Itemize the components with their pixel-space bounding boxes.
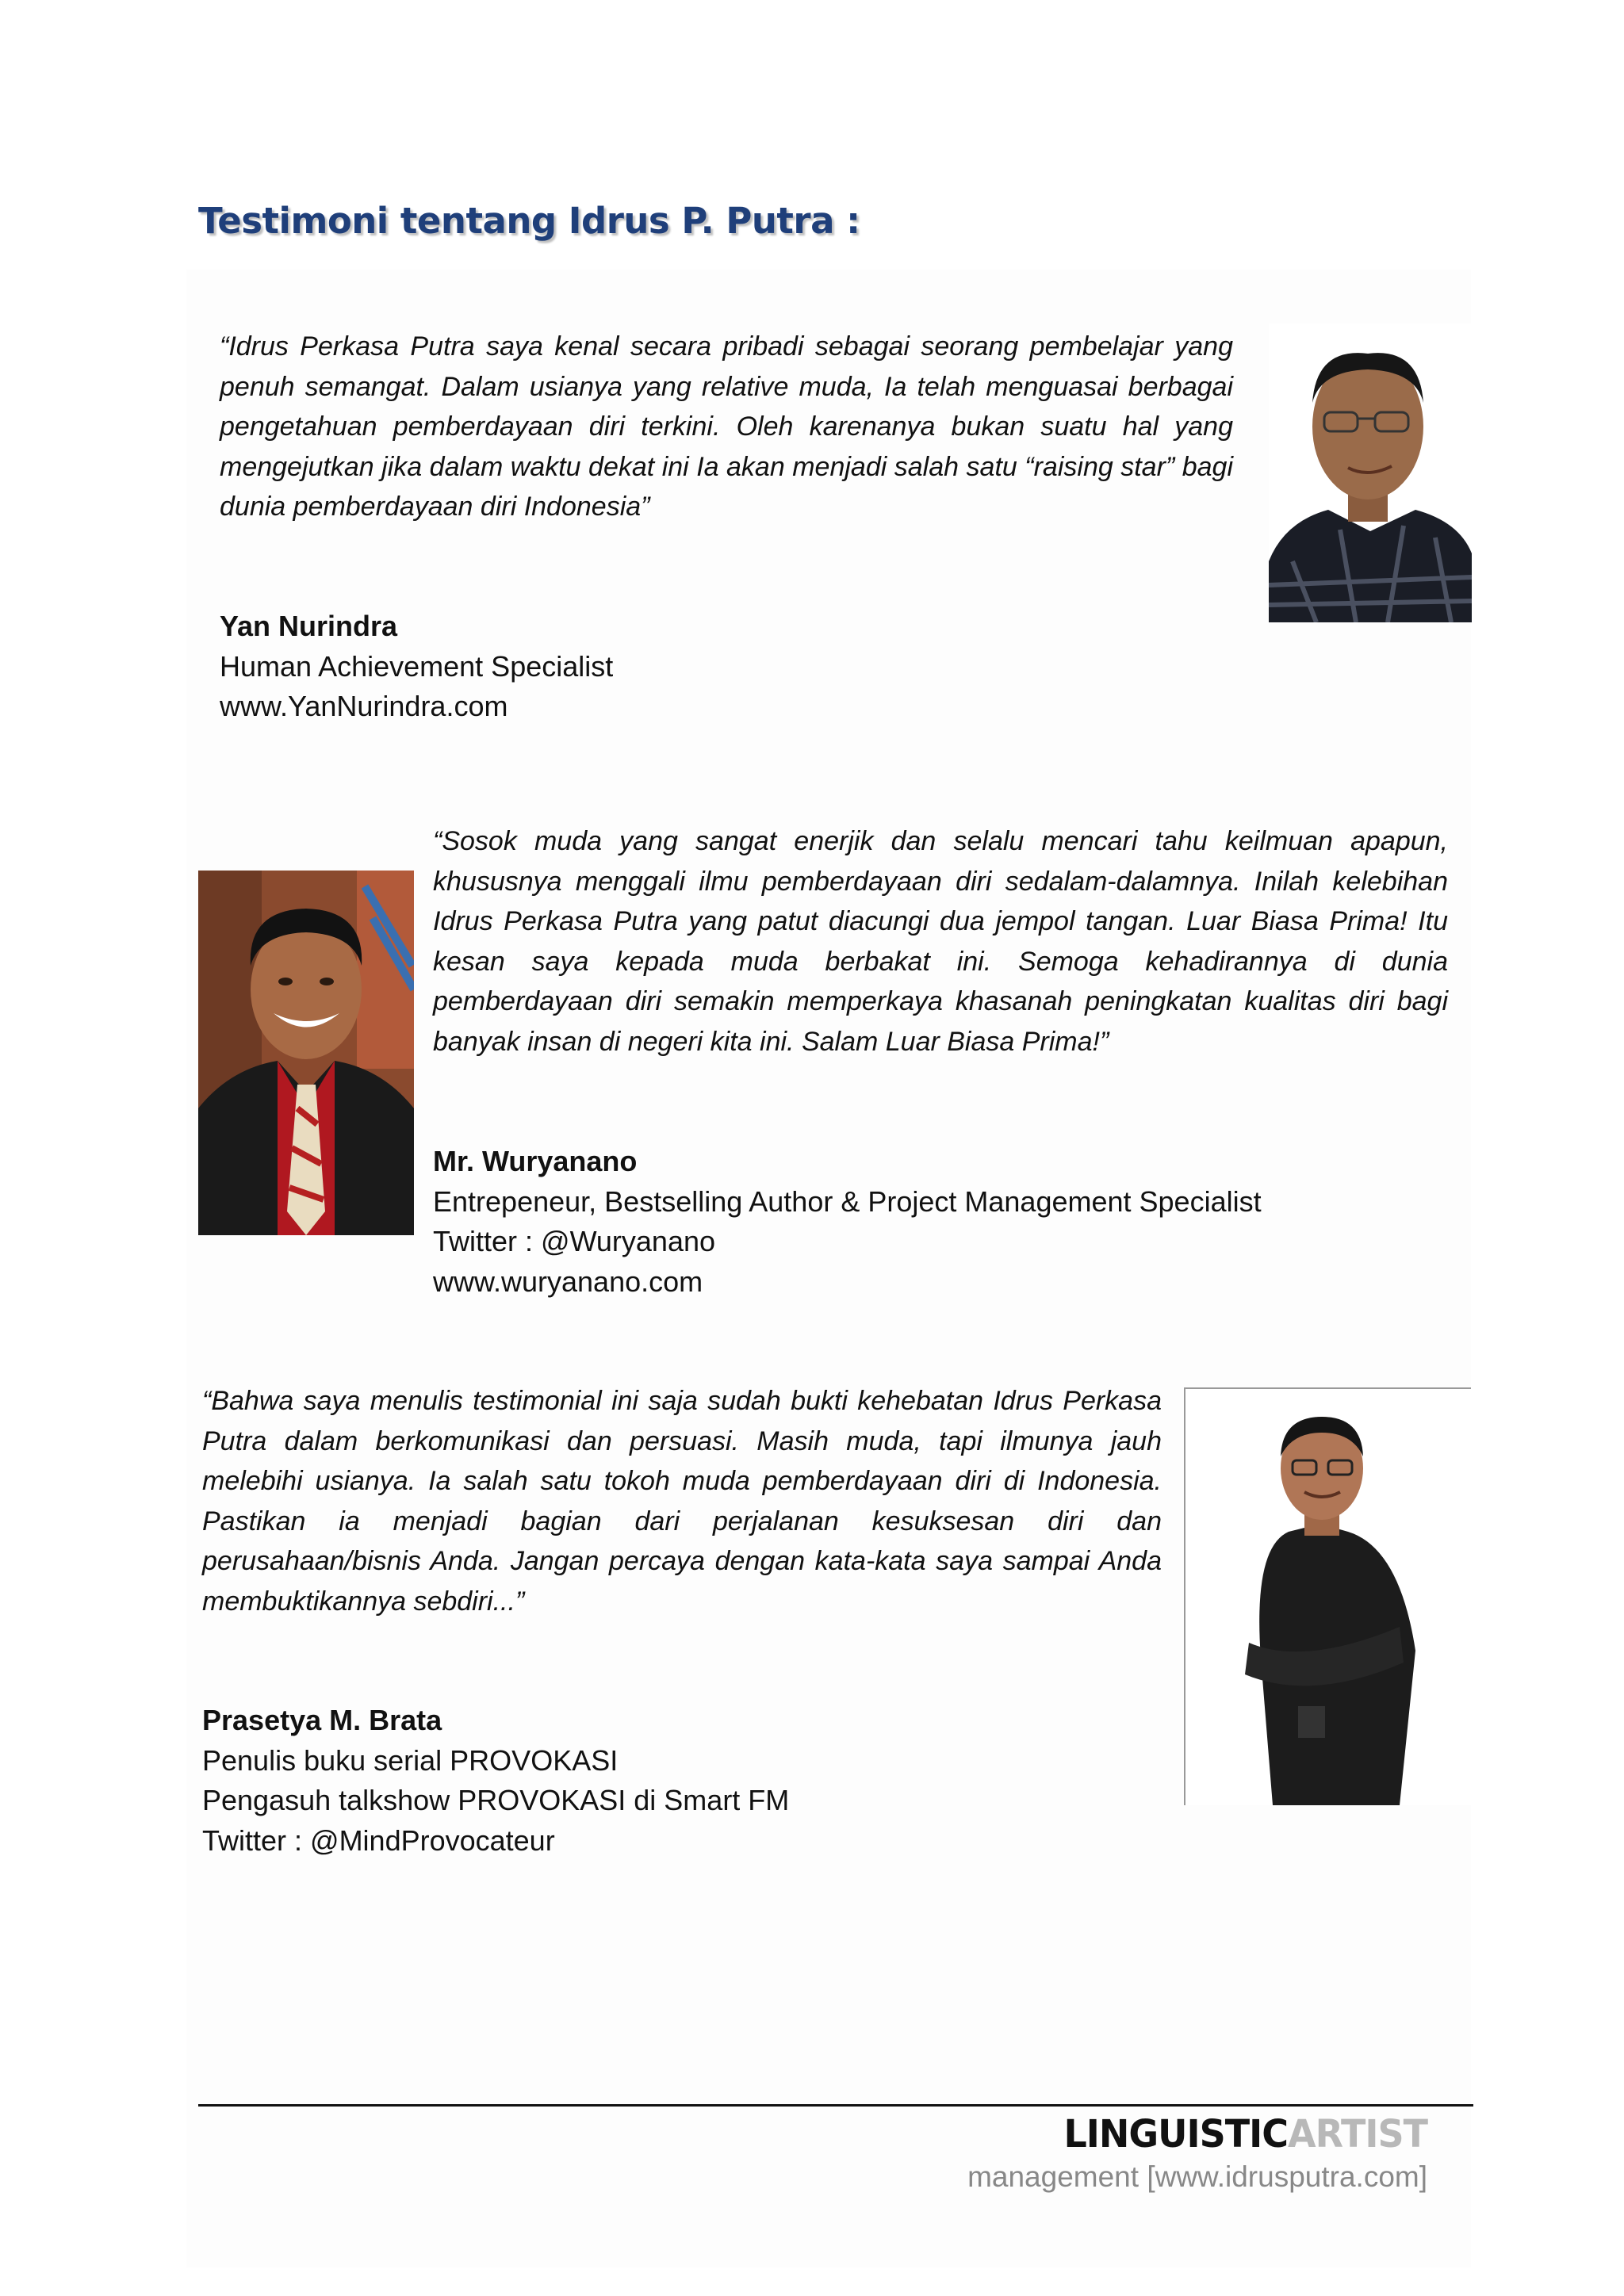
author-name: Yan Nurindra: [220, 610, 398, 642]
author-book: Penulis buku serial PROVOKASI: [202, 1743, 619, 1777]
testimonial-author-1: [220, 607, 613, 727]
linguistic-artist-logo: [872, 2111, 1427, 2156]
page-title: Testimoni tentang Idrus P. Putra :: [198, 200, 860, 242]
author-talkshow: Pengasuh talkshow PROVOKASI di Smart FM: [202, 1784, 790, 1816]
author-website: www.YanNurindra.com: [220, 690, 508, 722]
author-twitter: Twitter : @Wuryanano: [433, 1225, 716, 1257]
footer-tagline: management [www.idrusputra.com]: [967, 2160, 1427, 2193]
author-website: www.wuryanano.com: [433, 1265, 703, 1298]
yan-nurindra-photo: [1269, 323, 1472, 622]
author-title: Entrepeneur, Bestselling Author & Project Management Specialist: [433, 1184, 1262, 1218]
author-twitter: Twitter : @MindProvocateur: [202, 1823, 555, 1857]
wuryanano-photo: [198, 871, 414, 1235]
author-name: Mr. Wuryanano: [433, 1145, 638, 1177]
testimonial-quote-2: “Sosok muda yang sangat enerjik dan selalu mencari tahu keilmuan apapun, khususnya menggali ilmu pemberdayaan diri sedalam-dalamnya. Inilah kelebihan Idrus Perkasa Putra yang patut diacungi dua jempol tangan. Luar Biasa Prima! Itu kesan saya kepada muda berbakat ini. Semoga kehadirannya di dunia pemberdayaan diri semakin memperkaya khasanah peningkatan kualitas diri bagi banyak insan di negeri kita ini. Salam Luar Biasa Prima!”: [433, 826, 1448, 1057]
testimonial-quote-1: “Idrus Perkasa Putra saya kenal secara pribadi sebagai seorang pembelajar yang penuh semangat. Dalam usianya yang relative muda, Ia telah menguasai berbagai pengetahuan pemberdayaan diri terkini. Oleh karenanya bukan suatu hal yang mengejutkan jika dalam waktu dekat ini Ia akan menjadi salah satu “raising star” bagi dunia pemberdayaan diri Indonesia”: [220, 331, 1233, 522]
testimonial-author-3: [202, 1701, 789, 1861]
prasetya-brata-photo: [1184, 1387, 1471, 1805]
footer-divider: [198, 2104, 1473, 2107]
author-name: Prasetya M. Brata: [202, 1704, 442, 1736]
author-title: Human Achievement Specialist: [220, 649, 614, 683]
logo-part-artist: ARTIST: [1288, 2110, 1427, 2156]
testimonial-author-2: [433, 1142, 1262, 1302]
testimonial-quote-3: “Bahwa saya menulis testimonial ini saja sudah bukti kehebatan Idrus Perkasa Putra dalam berkomunikasi dan persuasi. Masih muda, tapi ilmunya jauh melebihi usianya. Ia salah satu tokoh muda pemberdayaan diri di Indonesia. Pastikan ia menjadi bagian dari perjalanan kesuksesan diri dan perusahaan/bisnis Anda. Jangan percaya dengan kata-kata saya sampai Anda membuktikannya sebdiri...”: [202, 1386, 1162, 1617]
logo-part-linguistic: LINGUISTIC: [1063, 2110, 1289, 2156]
